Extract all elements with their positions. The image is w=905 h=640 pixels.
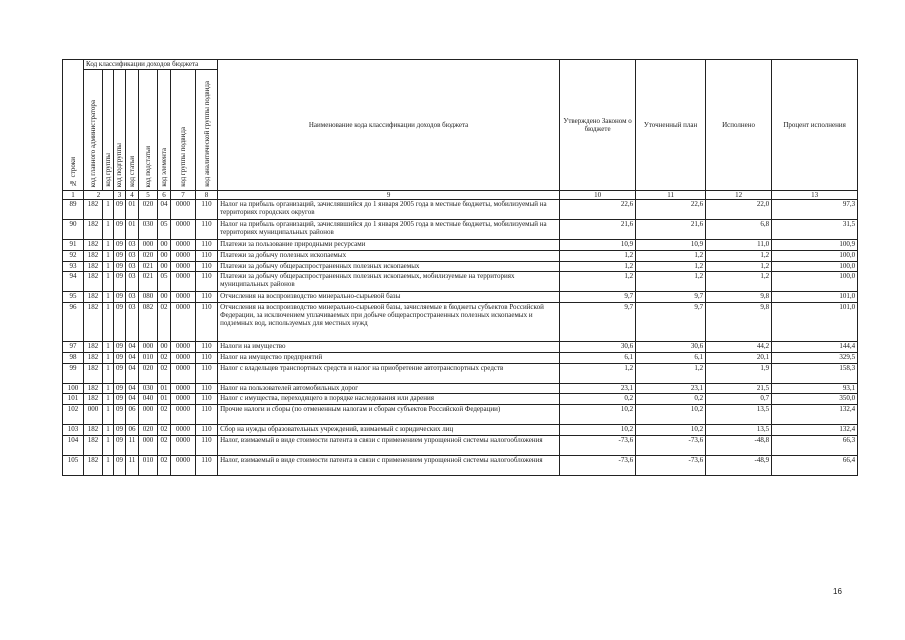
table-row	[63, 272, 858, 292]
admin-code: 182	[84, 261, 103, 272]
percent-value: 158,3	[772, 363, 858, 383]
table-row	[63, 435, 858, 455]
refined-plan-value: 1,2	[636, 261, 706, 272]
admin-code: 182	[84, 292, 103, 303]
approved-value: 1,2	[560, 272, 636, 292]
article-code: 04	[126, 352, 139, 363]
subgroup-code: 09	[114, 352, 126, 363]
group-code: 1	[103, 394, 114, 405]
table-row	[63, 240, 858, 251]
revenue-name: Налог с имущества, переходящего в порядке наследования или дарения	[218, 394, 560, 405]
row-number: 100	[63, 383, 84, 394]
percent-value: 100,0	[772, 272, 858, 292]
row-number: 98	[63, 352, 84, 363]
approved-value: 23,1	[560, 383, 636, 394]
element-code: 02	[158, 352, 171, 363]
table-body	[63, 200, 858, 476]
subgroup-code: 09	[114, 425, 126, 436]
col-num: 5	[139, 191, 158, 200]
subtype-code: 0000	[171, 292, 196, 303]
approved-value: 30,6	[560, 342, 636, 353]
element-code: 05	[158, 220, 171, 240]
header-percent: Процент исполнения	[772, 60, 858, 191]
subarticle-code: 020	[139, 363, 158, 383]
group-code: 1	[103, 363, 114, 383]
article-code: 03	[126, 302, 139, 341]
subtype-code: 0000	[171, 404, 196, 424]
group-code: 1	[103, 404, 114, 424]
revenue-name: Налог, взимаемый в виде стоимости патента в связи с применением упрощенной системы налогообложения	[218, 435, 560, 455]
element-code: 02	[158, 425, 171, 436]
col-num: 12	[706, 191, 772, 200]
row-number: 91	[63, 240, 84, 251]
row-number: 99	[63, 363, 84, 383]
subtype-code: 0000	[171, 272, 196, 292]
col-num: 4	[126, 191, 139, 200]
executed-value: 1,2	[706, 251, 772, 262]
header-refined-plan: Уточненный план	[636, 60, 706, 191]
refined-plan-value: 1,2	[636, 272, 706, 292]
article-code: 11	[126, 435, 139, 455]
subarticle-code: 000	[139, 435, 158, 455]
refined-plan-value: -73,6	[636, 435, 706, 455]
subgroup-code: 09	[114, 261, 126, 272]
analytic-code: 110	[196, 261, 218, 272]
column-number-row	[63, 191, 858, 200]
revenue-name: Отчисления на воспроизводство минерально-сырьевой базы, зачисляемые в бюджеты субъектов Российской Федерации, за исключением уплачиваемых при добыче общераспространенных полезных ископаемых и подземных вод, используемых для местных нужд	[218, 302, 560, 341]
header-executed: Исполнено	[706, 60, 772, 191]
analytic-code: 110	[196, 251, 218, 262]
revenue-name: Платежи за добычу полезных ископаемых	[218, 251, 560, 262]
table-row	[63, 261, 858, 272]
subtype-code: 0000	[171, 261, 196, 272]
approved-value: 1,2	[560, 251, 636, 262]
group-code: 1	[103, 272, 114, 292]
approved-value: 9,7	[560, 292, 636, 303]
subgroup-code: 09	[114, 342, 126, 353]
analytic-code: 110	[196, 352, 218, 363]
refined-plan-value: 10,2	[636, 404, 706, 424]
subtype-code: 0000	[171, 342, 196, 353]
article-code: 04	[126, 363, 139, 383]
subgroup-code: 09	[114, 363, 126, 383]
analytic-code: 110	[196, 292, 218, 303]
element-code: 00	[158, 240, 171, 251]
article-code: 01	[126, 200, 139, 220]
refined-plan-value: 0,2	[636, 394, 706, 405]
subgroup-code: 09	[114, 251, 126, 262]
admin-code: 182	[84, 251, 103, 262]
subgroup-code: 09	[114, 240, 126, 251]
table-row	[63, 455, 858, 475]
percent-value: 101,0	[772, 302, 858, 341]
header-row-no: № строки	[63, 60, 84, 191]
table-row	[63, 383, 858, 394]
approved-value: 21,6	[560, 220, 636, 240]
header-approved: Утверждено Законом о бюджете	[560, 60, 636, 191]
analytic-code: 110	[196, 455, 218, 475]
approved-value: 10,2	[560, 404, 636, 424]
executed-value: -48,8	[706, 435, 772, 455]
header-group-code: код группы	[103, 70, 114, 191]
approved-value: 1,2	[560, 363, 636, 383]
header-subtype-code: код группы подвида	[171, 70, 196, 191]
subgroup-code: 09	[114, 220, 126, 240]
header-analytic-code: код аналитической группы подвида	[196, 70, 218, 191]
article-code: 04	[126, 342, 139, 353]
header-element-code: код элемента	[158, 70, 171, 191]
revenue-name: Налог, взимаемый в виде стоимости патента в связи с применением упрощенной системы налогообложения	[218, 455, 560, 475]
admin-code: 182	[84, 240, 103, 251]
group-code: 1	[103, 425, 114, 436]
article-code: 06	[126, 425, 139, 436]
subtype-code: 0000	[171, 251, 196, 262]
refined-plan-value: 22,6	[636, 200, 706, 220]
row-number: 104	[63, 435, 84, 455]
subtype-code: 0000	[171, 363, 196, 383]
percent-value: 93,1	[772, 383, 858, 394]
element-code: 01	[158, 383, 171, 394]
col-num: 9	[218, 191, 560, 200]
revenue-name: Налог на имущество предприятий	[218, 352, 560, 363]
element-code: 00	[158, 251, 171, 262]
executed-value: 6,8	[706, 220, 772, 240]
approved-value: 9,7	[560, 302, 636, 341]
header-article-code: код статьи	[126, 70, 139, 191]
subtype-code: 0000	[171, 240, 196, 251]
refined-plan-value: 10,9	[636, 240, 706, 251]
analytic-code: 110	[196, 394, 218, 405]
refined-plan-value: -73,6	[636, 455, 706, 475]
group-code: 1	[103, 435, 114, 455]
row-number: 92	[63, 251, 84, 262]
col-num: 7	[171, 191, 196, 200]
subgroup-code: 09	[114, 404, 126, 424]
executed-value: -48,9	[706, 455, 772, 475]
subtype-code: 0000	[171, 200, 196, 220]
subarticle-code: 040	[139, 394, 158, 405]
approved-value: 22,6	[560, 200, 636, 220]
row-number: 94	[63, 272, 84, 292]
row-number: 96	[63, 302, 84, 341]
analytic-code: 110	[196, 272, 218, 292]
executed-value: 11,0	[706, 240, 772, 251]
subarticle-code: 000	[139, 342, 158, 353]
analytic-code: 110	[196, 302, 218, 341]
header-classification-group: Код классификации доходов бюджета	[84, 60, 218, 70]
subarticle-code: 030	[139, 220, 158, 240]
article-code: 04	[126, 394, 139, 405]
approved-value: -73,6	[560, 435, 636, 455]
subtype-code: 0000	[171, 383, 196, 394]
subarticle-code: 020	[139, 200, 158, 220]
subarticle-code: 080	[139, 292, 158, 303]
percent-value: 101,0	[772, 292, 858, 303]
approved-value: 0,2	[560, 394, 636, 405]
admin-code: 182	[84, 342, 103, 353]
subarticle-code: 010	[139, 455, 158, 475]
executed-value: 22,0	[706, 200, 772, 220]
approved-value: 10,9	[560, 240, 636, 251]
analytic-code: 110	[196, 342, 218, 353]
percent-value: 100,0	[772, 261, 858, 272]
revenue-name: Налоги на имущество	[218, 342, 560, 353]
subarticle-code: 010	[139, 352, 158, 363]
refined-plan-value: 30,6	[636, 342, 706, 353]
executed-value: 44,2	[706, 342, 772, 353]
subarticle-code: 082	[139, 302, 158, 341]
row-number: 89	[63, 200, 84, 220]
subarticle-code: 020	[139, 251, 158, 262]
percent-value: 66,4	[772, 455, 858, 475]
article-code: 03	[126, 261, 139, 272]
header-admin-code: код главного администратора	[84, 70, 103, 191]
admin-code: 182	[84, 220, 103, 240]
table-row	[63, 342, 858, 353]
group-code: 1	[103, 261, 114, 272]
subarticle-code: 021	[139, 261, 158, 272]
article-code: 11	[126, 455, 139, 475]
approved-value: 6,1	[560, 352, 636, 363]
subtype-code: 0000	[171, 220, 196, 240]
admin-code: 182	[84, 455, 103, 475]
admin-code: 182	[84, 425, 103, 436]
article-code: 06	[126, 404, 139, 424]
admin-code: 182	[84, 383, 103, 394]
col-num: 6	[158, 191, 171, 200]
analytic-code: 110	[196, 220, 218, 240]
group-code: 1	[103, 240, 114, 251]
subtype-code: 0000	[171, 425, 196, 436]
article-code: 04	[126, 383, 139, 394]
subarticle-code: 000	[139, 404, 158, 424]
analytic-code: 110	[196, 425, 218, 436]
revenue-name: Налог на прибыль организаций, зачислявшийся до 1 января 2005 года в местные бюджеты, мобилизуемый на территориях муниципальных районов	[218, 220, 560, 240]
revenue-name: Налог с владельцев транспортных средств и налог на приобретение автотранспортных средств	[218, 363, 560, 383]
executed-value: 9,8	[706, 292, 772, 303]
col-num: 13	[772, 191, 858, 200]
executed-value: 1,2	[706, 261, 772, 272]
executed-value: 21,5	[706, 383, 772, 394]
analytic-code: 110	[196, 404, 218, 424]
element-code: 00	[158, 261, 171, 272]
budget-revenue-table	[62, 59, 858, 476]
header-subarticle-code: код подстатьи	[139, 70, 158, 191]
element-code: 02	[158, 455, 171, 475]
table-row	[63, 363, 858, 383]
subtype-code: 0000	[171, 435, 196, 455]
subgroup-code: 09	[114, 200, 126, 220]
subgroup-code: 09	[114, 435, 126, 455]
executed-value: 9,8	[706, 302, 772, 341]
approved-value: 10,2	[560, 425, 636, 436]
element-code: 04	[158, 200, 171, 220]
approved-value: -73,6	[560, 455, 636, 475]
row-number: 97	[63, 342, 84, 353]
element-code: 00	[158, 292, 171, 303]
analytic-code: 110	[196, 200, 218, 220]
col-num: 8	[196, 191, 218, 200]
executed-value: 13,5	[706, 404, 772, 424]
element-code: 02	[158, 435, 171, 455]
refined-plan-value: 6,1	[636, 352, 706, 363]
row-number: 90	[63, 220, 84, 240]
table-row	[63, 292, 858, 303]
revenue-name: Отчисления на воспроизводство минерально-сырьевой базы	[218, 292, 560, 303]
element-code: 00	[158, 342, 171, 353]
row-number: 101	[63, 394, 84, 405]
subgroup-code: 09	[114, 292, 126, 303]
analytic-code: 110	[196, 435, 218, 455]
admin-code: 182	[84, 302, 103, 341]
executed-value: 1,2	[706, 272, 772, 292]
group-code: 1	[103, 383, 114, 394]
admin-code: 182	[84, 352, 103, 363]
table-row	[63, 251, 858, 262]
approved-value: 1,2	[560, 261, 636, 272]
subarticle-code: 021	[139, 272, 158, 292]
element-code: 02	[158, 363, 171, 383]
subtype-code: 0000	[171, 394, 196, 405]
subgroup-code: 09	[114, 302, 126, 341]
refined-plan-value: 9,7	[636, 292, 706, 303]
refined-plan-value: 23,1	[636, 383, 706, 394]
executed-value: 1,9	[706, 363, 772, 383]
percent-value: 132,4	[772, 404, 858, 424]
group-code: 1	[103, 292, 114, 303]
subgroup-code: 09	[114, 394, 126, 405]
col-num: 2	[84, 191, 114, 200]
refined-plan-value: 9,7	[636, 302, 706, 341]
percent-value: 31,5	[772, 220, 858, 240]
table-row	[63, 200, 858, 220]
col-num: 3	[114, 191, 126, 200]
group-code: 1	[103, 342, 114, 353]
analytic-code: 110	[196, 363, 218, 383]
subarticle-code: 000	[139, 240, 158, 251]
subgroup-code: 09	[114, 455, 126, 475]
element-code: 02	[158, 404, 171, 424]
header-name: Наименование кода классификации доходов бюджета	[218, 60, 560, 191]
refined-plan-value: 21,6	[636, 220, 706, 240]
table-row	[63, 394, 858, 405]
row-number: 93	[63, 261, 84, 272]
executed-value: 20,1	[706, 352, 772, 363]
group-code: 1	[103, 220, 114, 240]
article-code: 03	[126, 272, 139, 292]
col-num: 10	[560, 191, 636, 200]
article-code: 03	[126, 240, 139, 251]
revenue-name: Платежи за пользование природными ресурсами	[218, 240, 560, 251]
admin-code: 182	[84, 200, 103, 220]
admin-code: 182	[84, 363, 103, 383]
article-code: 01	[126, 220, 139, 240]
percent-value: 97,3	[772, 200, 858, 220]
subtype-code: 0000	[171, 352, 196, 363]
table-row	[63, 302, 858, 341]
subtype-code: 0000	[171, 302, 196, 341]
subarticle-code: 030	[139, 383, 158, 394]
row-number: 102	[63, 404, 84, 424]
subgroup-code: 09	[114, 272, 126, 292]
group-code: 1	[103, 200, 114, 220]
table-row	[63, 404, 858, 424]
page-number: 16	[833, 587, 842, 596]
percent-value: 100,9	[772, 240, 858, 251]
analytic-code: 110	[196, 240, 218, 251]
group-code: 1	[103, 302, 114, 341]
admin-code: 182	[84, 394, 103, 405]
revenue-name: Сбор на нужды образовательных учреждений, взимаемый с юридических лиц	[218, 425, 560, 436]
element-code: 02	[158, 302, 171, 341]
executed-value: 13,5	[706, 425, 772, 436]
element-code: 05	[158, 272, 171, 292]
table-row	[63, 425, 858, 436]
revenue-name: Прочие налоги и сборы (по отмененным налогам и сборам субъектов Российской Федерации)	[218, 404, 560, 424]
admin-code: 182	[84, 272, 103, 292]
subtype-code: 0000	[171, 455, 196, 475]
element-code: 01	[158, 394, 171, 405]
article-code: 03	[126, 251, 139, 262]
group-code: 1	[103, 251, 114, 262]
group-code: 1	[103, 352, 114, 363]
refined-plan-value: 10,2	[636, 425, 706, 436]
revenue-name: Налог на прибыль организаций, зачислявшийся до 1 января 2005 года в местные бюджеты, мобилизуемый на территориях городских округов	[218, 200, 560, 220]
percent-value: 350,0	[772, 394, 858, 405]
row-number: 103	[63, 425, 84, 436]
percent-value: 66,3	[772, 435, 858, 455]
revenue-name: Платежи за добычу общераспространенных полезных ископаемых, мобилизуемые на территориях муниципальных районов	[218, 272, 560, 292]
article-code: 03	[126, 292, 139, 303]
percent-value: 329,5	[772, 352, 858, 363]
refined-plan-value: 1,2	[636, 363, 706, 383]
admin-code: 000	[84, 404, 103, 424]
revenue-name: Налог на пользователей автомобильных дорог	[218, 383, 560, 394]
subgroup-code: 09	[114, 383, 126, 394]
percent-value: 100,0	[772, 251, 858, 262]
executed-value: 0,7	[706, 394, 772, 405]
refined-plan-value: 1,2	[636, 251, 706, 262]
header-subgroup-code: код подгруппы	[114, 70, 126, 191]
table-row	[63, 352, 858, 363]
table-row	[63, 220, 858, 240]
col-num: 11	[636, 191, 706, 200]
admin-code: 182	[84, 435, 103, 455]
analytic-code: 110	[196, 383, 218, 394]
revenue-name: Платежи за добычу общераспространенных полезных ископаемых	[218, 261, 560, 272]
group-code: 1	[103, 455, 114, 475]
row-number: 105	[63, 455, 84, 475]
percent-value: 144,4	[772, 342, 858, 353]
col-num: 1	[63, 191, 84, 200]
subarticle-code: 020	[139, 425, 158, 436]
percent-value: 132,4	[772, 425, 858, 436]
row-number: 95	[63, 292, 84, 303]
